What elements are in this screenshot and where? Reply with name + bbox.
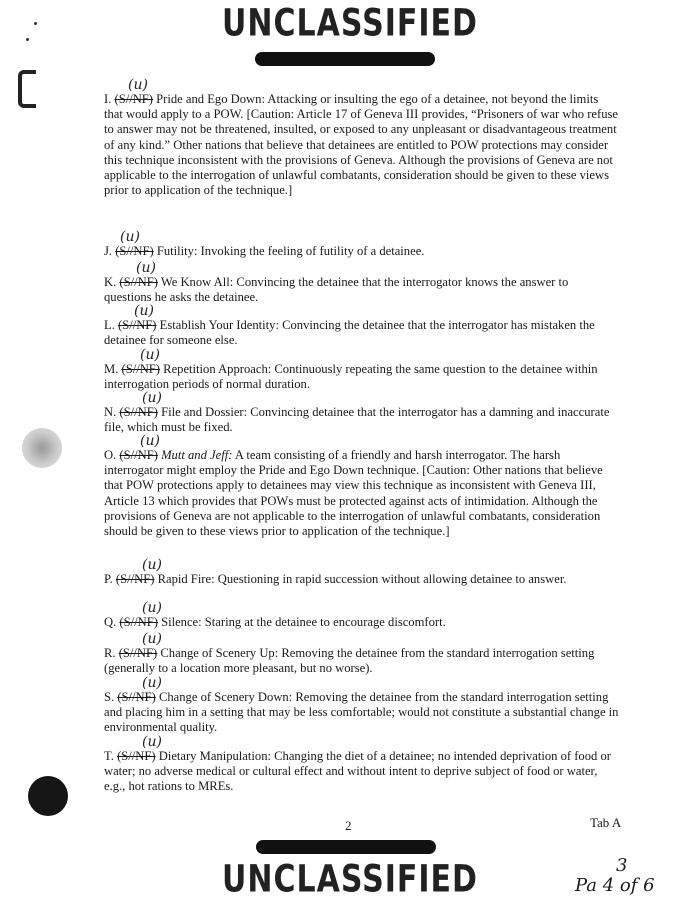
struck-classification: (S//NF) <box>119 615 158 629</box>
item-letter: M. <box>104 362 119 376</box>
handwritten-marking: (u) <box>142 631 162 647</box>
item-text: Convincing the detainee that the interrogator has mistaken the detainee for someone else. <box>104 318 595 348</box>
struck-classification: (S//NF) <box>121 362 161 376</box>
item-letter: T. <box>104 749 114 763</box>
item-title: File and Dossier: <box>161 405 248 419</box>
item-text: Removing the detainee from the standard interrogation setting (generally to a location more pleasant, but no worse). <box>104 646 595 676</box>
punch-hole-bottom <box>28 776 68 816</box>
handwritten-marking: (u) <box>142 734 162 750</box>
struck-classification: (S//NF) <box>115 244 154 258</box>
tab-label: Tab A <box>590 815 622 830</box>
handwritten-marking: (u) <box>120 229 140 245</box>
item-title: Futility: <box>156 244 198 258</box>
struck-classification: (S//NF) <box>118 646 158 660</box>
struck-classification: (S//NF) <box>117 749 156 763</box>
item-text: Changing the diet of a detainee; no intended deprivation of food or water; no adverse medical or cultural effect and without intent to deprive subject of food or water, e.g., hot rations to MREs. <box>104 749 611 794</box>
item-title: Silence: <box>161 615 202 629</box>
binding-mark <box>18 70 36 108</box>
technique-item-k <box>104 260 619 305</box>
item-letter: J. <box>104 244 113 258</box>
technique-item-n <box>104 390 619 435</box>
handwritten-page-count: Pa 4 of 6 <box>575 875 655 896</box>
technique-item-i <box>104 77 619 198</box>
item-title: Change of Scenery Down: <box>158 690 293 704</box>
item-letter: S. <box>104 690 115 704</box>
page-number: 2 <box>345 818 352 833</box>
technique-item-s <box>104 675 619 736</box>
handwritten-marking: (u) <box>128 77 148 93</box>
handwritten-marking: (u) <box>142 390 162 406</box>
redaction-bar-top <box>255 52 435 66</box>
struck-classification: (S//NF) <box>119 405 158 419</box>
speck <box>34 22 37 25</box>
struck-classification: (S//NF) <box>115 572 155 586</box>
item-letter: L. <box>104 318 115 332</box>
handwritten-number: 3 <box>616 855 628 876</box>
item-letter: I. <box>104 92 112 106</box>
item-text: Attacking or insulting the ego of a detainee, not beyond the limits that would apply to a POW. [Caution: Article 17 of Geneva III provides, “Prisoners of war who refuse to answer may not be threatened, insulted, or exposed to any unpleasant or disadvantageous treatment of any kind.” Other nations that believe that detainees are entitled to POW protections may consider this technique inconsistent with the provisions of Geneva. Although the provisions of Geneva are not applicable to the interrogation of unlawful combatants, consideration should be given to these views prior to application of the technique.] <box>104 92 619 198</box>
struck-classification: (S//NF) <box>119 448 158 462</box>
item-title: Change of Scenery Up: <box>160 646 279 660</box>
item-letter: K. <box>104 275 117 289</box>
handwritten-marking: (u) <box>134 303 154 319</box>
handwritten-marking: (u) <box>140 433 160 449</box>
item-title: Establish Your Identity: <box>159 318 279 332</box>
technique-item-q <box>104 600 619 630</box>
redaction-bar-bottom <box>256 840 436 854</box>
item-title: Dietary Manipulation: <box>158 749 271 763</box>
item-letter: R. <box>104 646 116 660</box>
item-letter: Q. <box>104 615 117 629</box>
technique-item-p <box>104 557 619 587</box>
handwritten-marking: (u) <box>142 675 162 691</box>
technique-item-t <box>104 734 619 795</box>
punch-hole-middle <box>22 428 62 468</box>
item-text: Questioning in rapid succession without allowing detainee to answer. <box>214 572 567 586</box>
item-text: Staring at the detainee to encourage discomfort. <box>201 615 446 629</box>
speck <box>26 38 29 41</box>
handwritten-marking: (u) <box>136 260 156 276</box>
item-title: Mutt and Jeff: <box>161 448 233 462</box>
item-text: A team consisting of a friendly and harsh interrogator. The harsh interrogator might employ the Pride and Ego Down technique. [Caution: Other nations that believe that POW protections apply to detainees may view this technique as inconsistent with Geneva III, Article 13 which provides that POWs must be protected against acts of intimidation. Although the provisions of Geneva are not applicable to the interrogation of unlawful combatants, consideration should be given to these views prior to application of the technique.] <box>104 448 603 539</box>
struck-classification: (S//NF) <box>114 92 153 106</box>
item-text: Continuously repeating the same question to the detainee within interrogation periods of normal duration. <box>104 362 598 392</box>
item-text: Invoking the feeling of futility of a detainee. <box>197 244 425 258</box>
handwritten-marking: (u) <box>142 600 162 616</box>
item-text: Convincing the detainee that the interrogator knows the answer to questions he asks the detainee. <box>104 275 569 305</box>
item-title: We Know All: <box>160 275 234 289</box>
technique-item-j <box>104 229 619 259</box>
item-text: Convincing detainee that the interrogator has a damning and inaccurate file, which must be fixed. <box>104 405 610 435</box>
item-text: Removing the detainee from the standard interrogation setting and placing him in a setting that may be less comfortable; would not constitute a substantial change in environmental quality. <box>104 690 619 735</box>
handwritten-marking: (u) <box>142 557 162 573</box>
item-letter: P. <box>104 572 113 586</box>
technique-item-l <box>104 303 619 348</box>
item-title: Pride and Ego Down: <box>156 92 265 106</box>
technique-item-o <box>104 433 619 539</box>
item-letter: O. <box>104 448 117 462</box>
technique-item-m <box>104 347 619 392</box>
handwritten-marking: (u) <box>140 347 160 363</box>
classification-stamp-top: UNCLASSIFIED <box>222 1 478 46</box>
classification-stamp-bottom: UNCLASSIFIED <box>222 857 478 901</box>
struck-classification: (S//NF) <box>117 690 156 704</box>
struck-classification: (S//NF) <box>118 318 157 332</box>
item-letter: N. <box>104 405 117 419</box>
item-title: Rapid Fire: <box>157 572 215 586</box>
item-title: Repetition Approach: <box>163 362 272 376</box>
technique-item-r <box>104 631 619 676</box>
struck-classification: (S//NF) <box>119 275 158 289</box>
